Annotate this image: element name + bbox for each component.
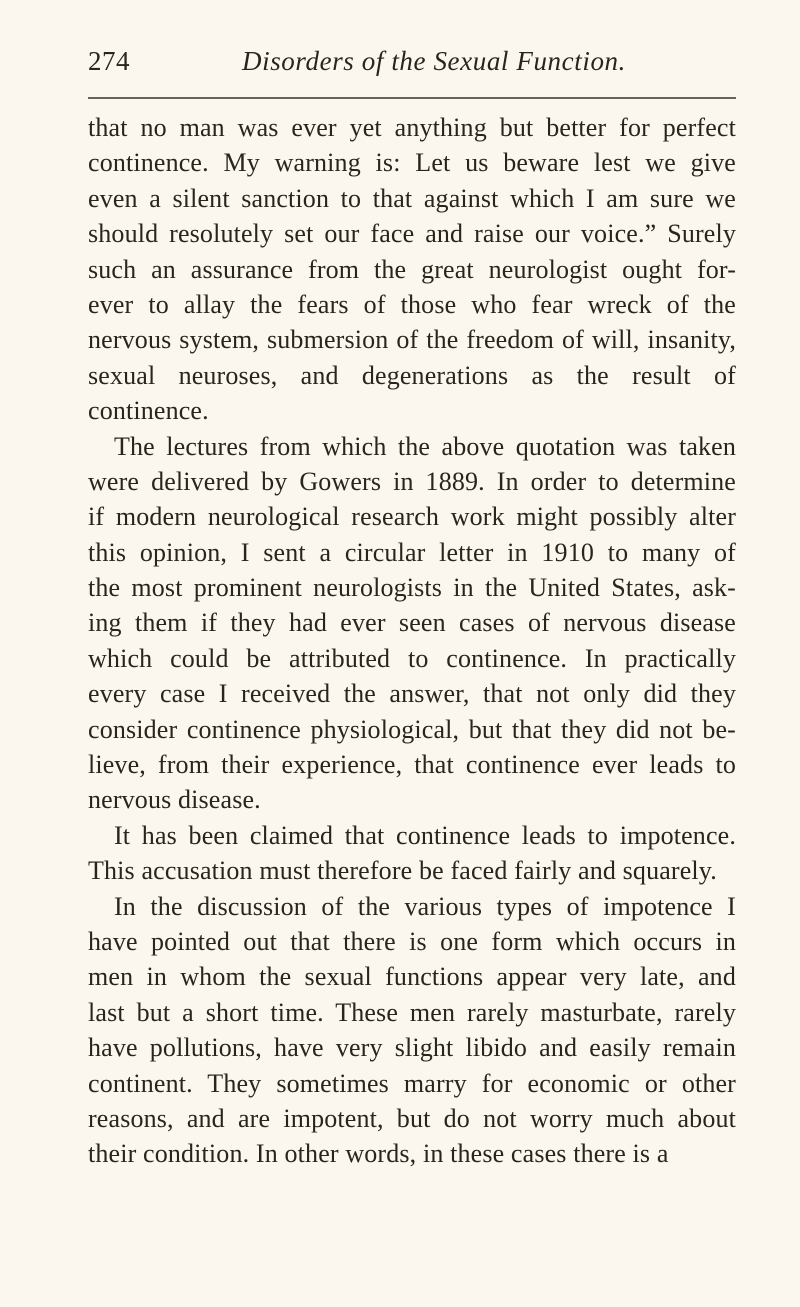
text-line: lieve, from their experience, that continence ever leads to bbox=[88, 750, 736, 780]
paragraph bbox=[88, 110, 736, 429]
text-line: have pointed out that there is one form which occurs in bbox=[88, 926, 736, 956]
running-head bbox=[88, 46, 736, 86]
text-line: In the discussion of the various types of impotence I bbox=[114, 891, 736, 921]
text-line: nervous disease. bbox=[88, 785, 261, 815]
text-line: It has been claimed that continence leads to impotence. bbox=[114, 820, 736, 850]
header-rule bbox=[88, 97, 736, 99]
text-line: last but a short time. These men rarely masturbate, rarely bbox=[88, 997, 736, 1027]
paragraph bbox=[88, 429, 736, 818]
text-line: The lectures from which the above quotation was taken bbox=[114, 431, 736, 461]
text-line: have pollutions, have very slight libido and easily remain bbox=[88, 1033, 736, 1063]
text-line: such an assurance from the great neurologist ought for- bbox=[88, 254, 736, 284]
paragraph bbox=[88, 889, 736, 1172]
text-line: reasons, and are impotent, but do not worry much about bbox=[88, 1103, 736, 1133]
text-line: should resolutely set our face and raise our voice.” Surely bbox=[88, 219, 736, 249]
text-line: continence. My warning is: Let us beware lest we give bbox=[88, 148, 736, 178]
text-line: sexual neuroses, and degenerations as the result of bbox=[88, 360, 736, 390]
text-line: this opinion, I sent a circular letter in 1910 to many of bbox=[88, 537, 736, 567]
text-line: if modern neurological research work might possibly alter bbox=[88, 502, 736, 532]
paragraph bbox=[88, 818, 736, 889]
text-line: that no man was ever yet anything but better for perfect bbox=[88, 113, 736, 142]
text-line: were delivered by Gowers in 1889. In order to determine bbox=[88, 466, 736, 496]
body-text bbox=[88, 110, 736, 1172]
text-line: even a silent sanction to that against which I am sure we bbox=[88, 183, 736, 213]
text-line: men in whom the sexual functions appear very late, and bbox=[88, 962, 736, 992]
page-number: 274 bbox=[88, 46, 130, 76]
text-line: consider continence physiological, but that they did not be- bbox=[88, 714, 736, 744]
text-line: ever to allay the fears of those who fear wreck of the bbox=[88, 289, 736, 319]
text-line: their condition. In other words, in these cases there is a bbox=[88, 1139, 669, 1169]
text-line: which could be attributed to continence. In practically bbox=[88, 643, 736, 673]
text-line: nervous system, submersion of the freedom of will, insanity, bbox=[88, 325, 736, 355]
page-heading: Disorders of the Sexual Function. bbox=[242, 46, 626, 76]
text-line: continent. They sometimes marry for economic or other bbox=[88, 1068, 736, 1098]
text-line: This accusation must therefore be faced fairly and squarely. bbox=[88, 856, 717, 886]
text-line: the most prominent neurologists in the United States, ask- bbox=[88, 573, 736, 603]
text-line: continence. bbox=[88, 396, 209, 426]
text-line: ing them if they had ever seen cases of nervous disease bbox=[88, 608, 736, 638]
text-line: every case I received the answer, that not only did they bbox=[88, 679, 736, 709]
